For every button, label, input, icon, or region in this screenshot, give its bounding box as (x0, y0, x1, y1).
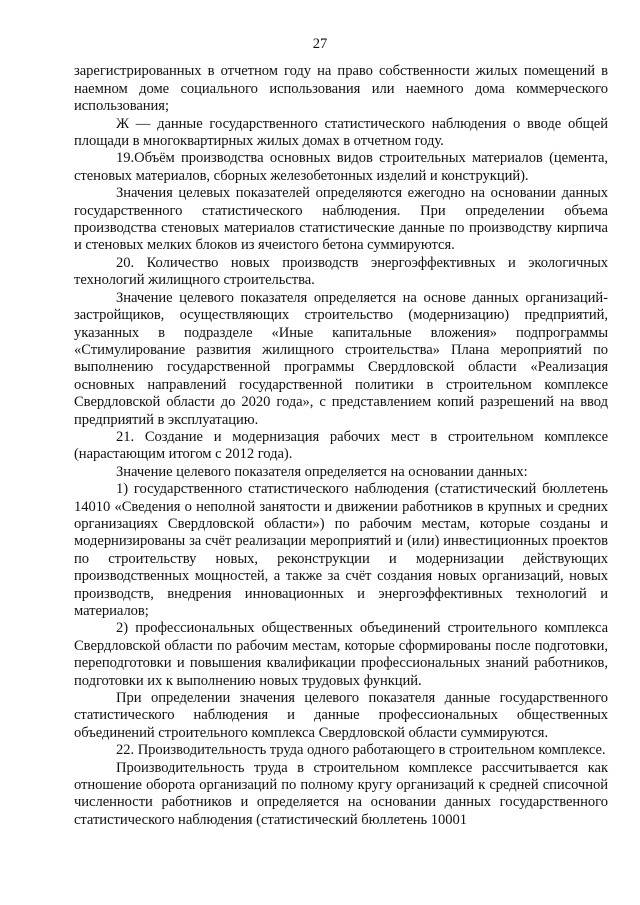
page-number: 27 (312, 36, 328, 52)
paragraph: 1) государственного статистического наблюдения (статистический бюллетень 14010 «Сведения о неполной занятости и движении работников в крупных и средних организациях Свердловской области») по рабочим местам, которые созданы и модернизированы за счёт реализации мероприятий и (или) инвестиционных проектов по строительству новых, реконструкции и модернизации действующих производственных мощностей, а также за счёт создания новых организаций, новых производств, внедрения инновационных и энергоэффективных технологий и материалов; (74, 481, 608, 619)
paragraph: Значения целевых показателей определяются ежегодно на основании данных государственного статистического наблюдения. При определении объема производства стеновых материалов статистические данные по производству кирпича и стеновых мелких блоков из ячеистого бетона суммируются. (74, 185, 608, 254)
paragraph: 19.Объём производства основных видов строительных материалов (цемента, стеновых материалов, сборных железобетонных изделий и конструкций). (74, 150, 608, 184)
paragraph: Производительность труда в строительном комплексе рассчитывается как отношение оборота организаций по полному кругу организаций к средней списочной численности работников и определяется на основании данных государственного статистического наблюдения (статистический бюллетень 10001 (74, 759, 608, 828)
paragraph: Значение целевого показателя определяется на основе данных организаций-застройщиков, осуществляющих строительство (модернизацию) предприятий, указанных в подразделе «Иные капитальные вложения» подпрограммы «Стимулирование развития жилищного строительства» Плана мероприятий по выполнению государственной программы Свердловской области «Реализация основных направлений государственной политики в строительном комплексе Свердловской области до 2020 года», с представлением копий разрешений на ввод предприятий в эксплуатацию. (74, 289, 608, 428)
paragraph: 20. Количество новых производств энергоэффективных и экологичных технологий жилищного строительства. (74, 254, 608, 289)
paragraph: зарегистрированных в отчетном году на право собственности жилых помещений в наемном доме социального использования или наемного дома коммерческого использования; (74, 63, 608, 115)
document-body (74, 63, 608, 829)
paragraph: 2) профессиональных общественных объединений строительного комплекса Свердловской области по рабочим местам, которые сформированы после подготовки, переподготовки и повышения квалификации профессиональных знаний работников, подготовки их к выполнению новых трудовых функций. (74, 620, 608, 689)
paragraph: Ж — данные государственного статистического наблюдения о вводе общей площади в многоквартирных жилых домах в отчетном году. (74, 115, 608, 150)
paragraph: При определении значения целевого показателя данные государственного статистического наблюдения и данные профессиональных общественных объединений строительного комплекса Свердловской области суммируются. (74, 690, 608, 741)
paragraph: Значение целевого показателя определяется на основании данных: (116, 463, 528, 480)
paragraph: 22. Производительность труда одного работающего в строительном комплексе. (116, 742, 606, 759)
paragraph: 21. Создание и модернизация рабочих мест в строительном комплексе (нарастающим итогом с 2012 года). (74, 428, 608, 463)
